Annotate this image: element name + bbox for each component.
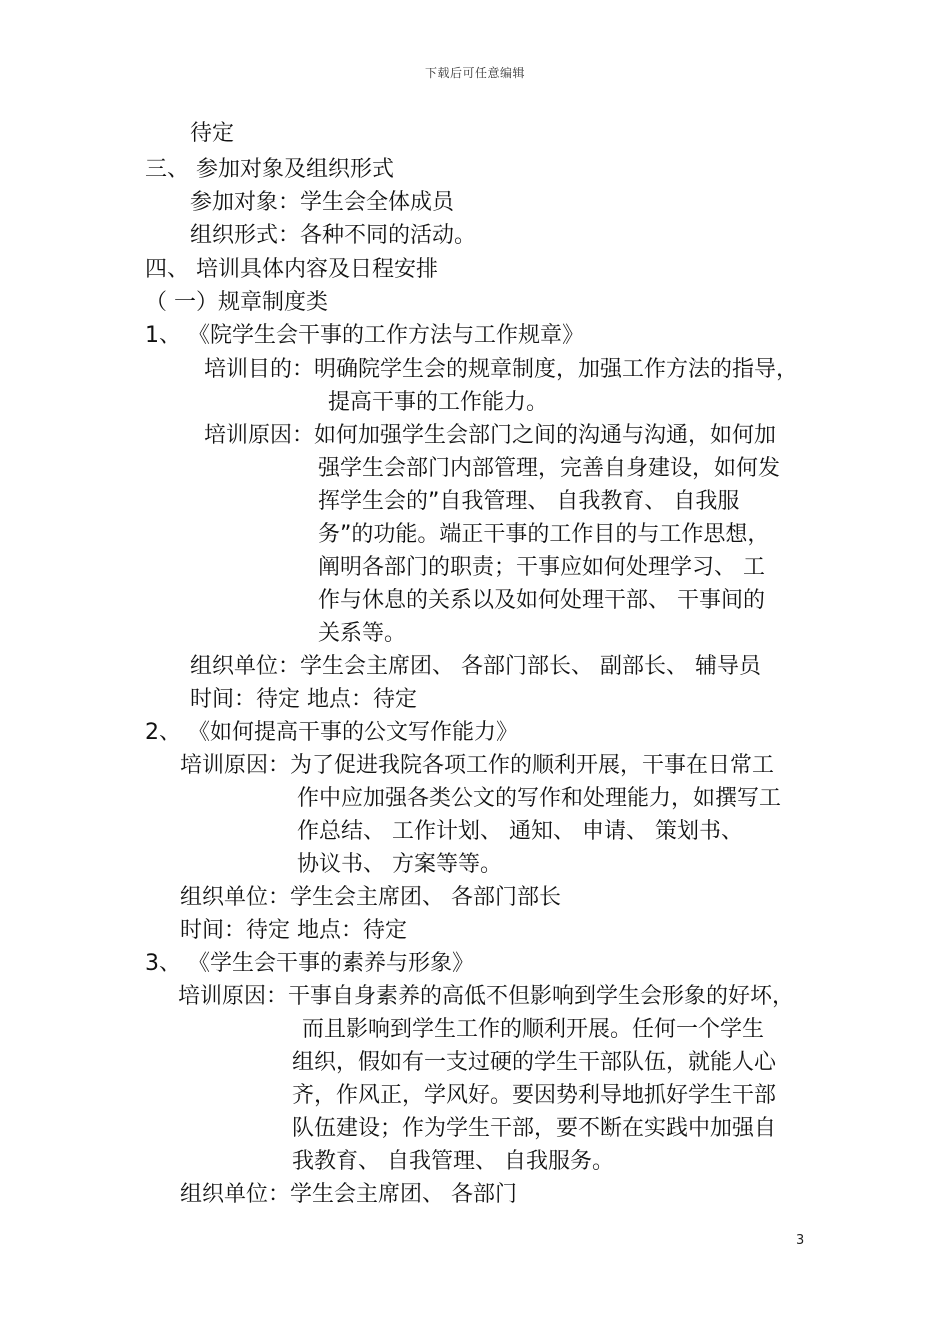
text-line: 培训原因：干事自身素养的高低不但影响到学生会形象的好坏， [178,984,795,1009]
text-line: 强学生会部门内部管理，完善自身建设，如何发 [318,456,781,481]
text-line: 培训原因：为了促进我院各项工作的顺利开展，干事在日常工 [180,753,775,778]
text-line: 组织单位：学生会主席团、 各部门部长 [180,885,561,910]
text-line: 参加对象：学生会全体成员 [190,190,455,215]
text-line: 齐，作风正，学风好。要因势利导地抓好学生干部 [292,1083,777,1108]
text-line: 作与休息的关系以及如何处理干部、 干事间的 [318,588,765,613]
text-line: 我教育、 自我管理、 自我服务。 [292,1149,614,1174]
text-line: 作总结、 工作计划、 通知、 申请、 策划书、 [297,819,743,844]
text-line: 组织形式：各种不同的活动。 [190,223,477,248]
text-line: 时间：待定 地点：待定 [180,918,407,943]
text-line: 作中应加强各类公文的写作和处理能力，如撰写工 [297,786,782,811]
text-line: 务”的功能。端正干事的工作目的与工作思想， [318,522,770,547]
text-line: 组织，假如有一支过硬的学生干部队伍，就能人心 [292,1050,777,1075]
text-line: 组织单位：学生会主席团、 各部门 [180,1182,517,1207]
section-heading: 四、 培训具体内容及日程安排 [145,257,438,282]
text-line: 队伍建设；作为学生干部，要不断在实践中加强自 [292,1116,777,1141]
item-heading: 3、 《学生会干事的素养与形象》 [145,951,474,976]
text-line: 培训原因：如何加强学生会部门之间的沟通与沟通，如何加 [204,423,777,448]
item-heading: 1、 《院学生会干事的工作方法与工作规章》 [145,323,584,348]
section-heading: 三、 参加对象及组织形式 [145,157,394,182]
text-line: 待定 [190,121,235,146]
text-line: 阐明各部门的职责；干事应如何处理学习、 工 [318,555,765,580]
text-line: 培训目的：明确院学生会的规章制度，加强工作方法的指导， [204,357,799,382]
text-line: 挥学生会的”自我管理、 自我教育、 自我服 [318,489,740,514]
page-number: 3 [796,1233,805,1248]
text-line: 关系等。 [318,621,407,646]
item-heading: 2、 《如何提高干事的公文写作能力》 [145,720,518,745]
subsection-heading: （ 一）规章制度类 [145,290,328,315]
text-line: 协议书、 方案等等。 [297,852,502,877]
page-header: 下载后可任意编辑 [424,66,525,80]
text-line: 组织单位：学生会主席团、 各部门部长、 副部长、 辅导员 [190,654,761,679]
text-line: 时间：待定 地点：待定 [190,687,417,712]
text-line: 而且影响到学生工作的顺利开展。任何一个学生 [302,1017,765,1042]
text-line: 提高干事的工作能力。 [328,390,549,415]
